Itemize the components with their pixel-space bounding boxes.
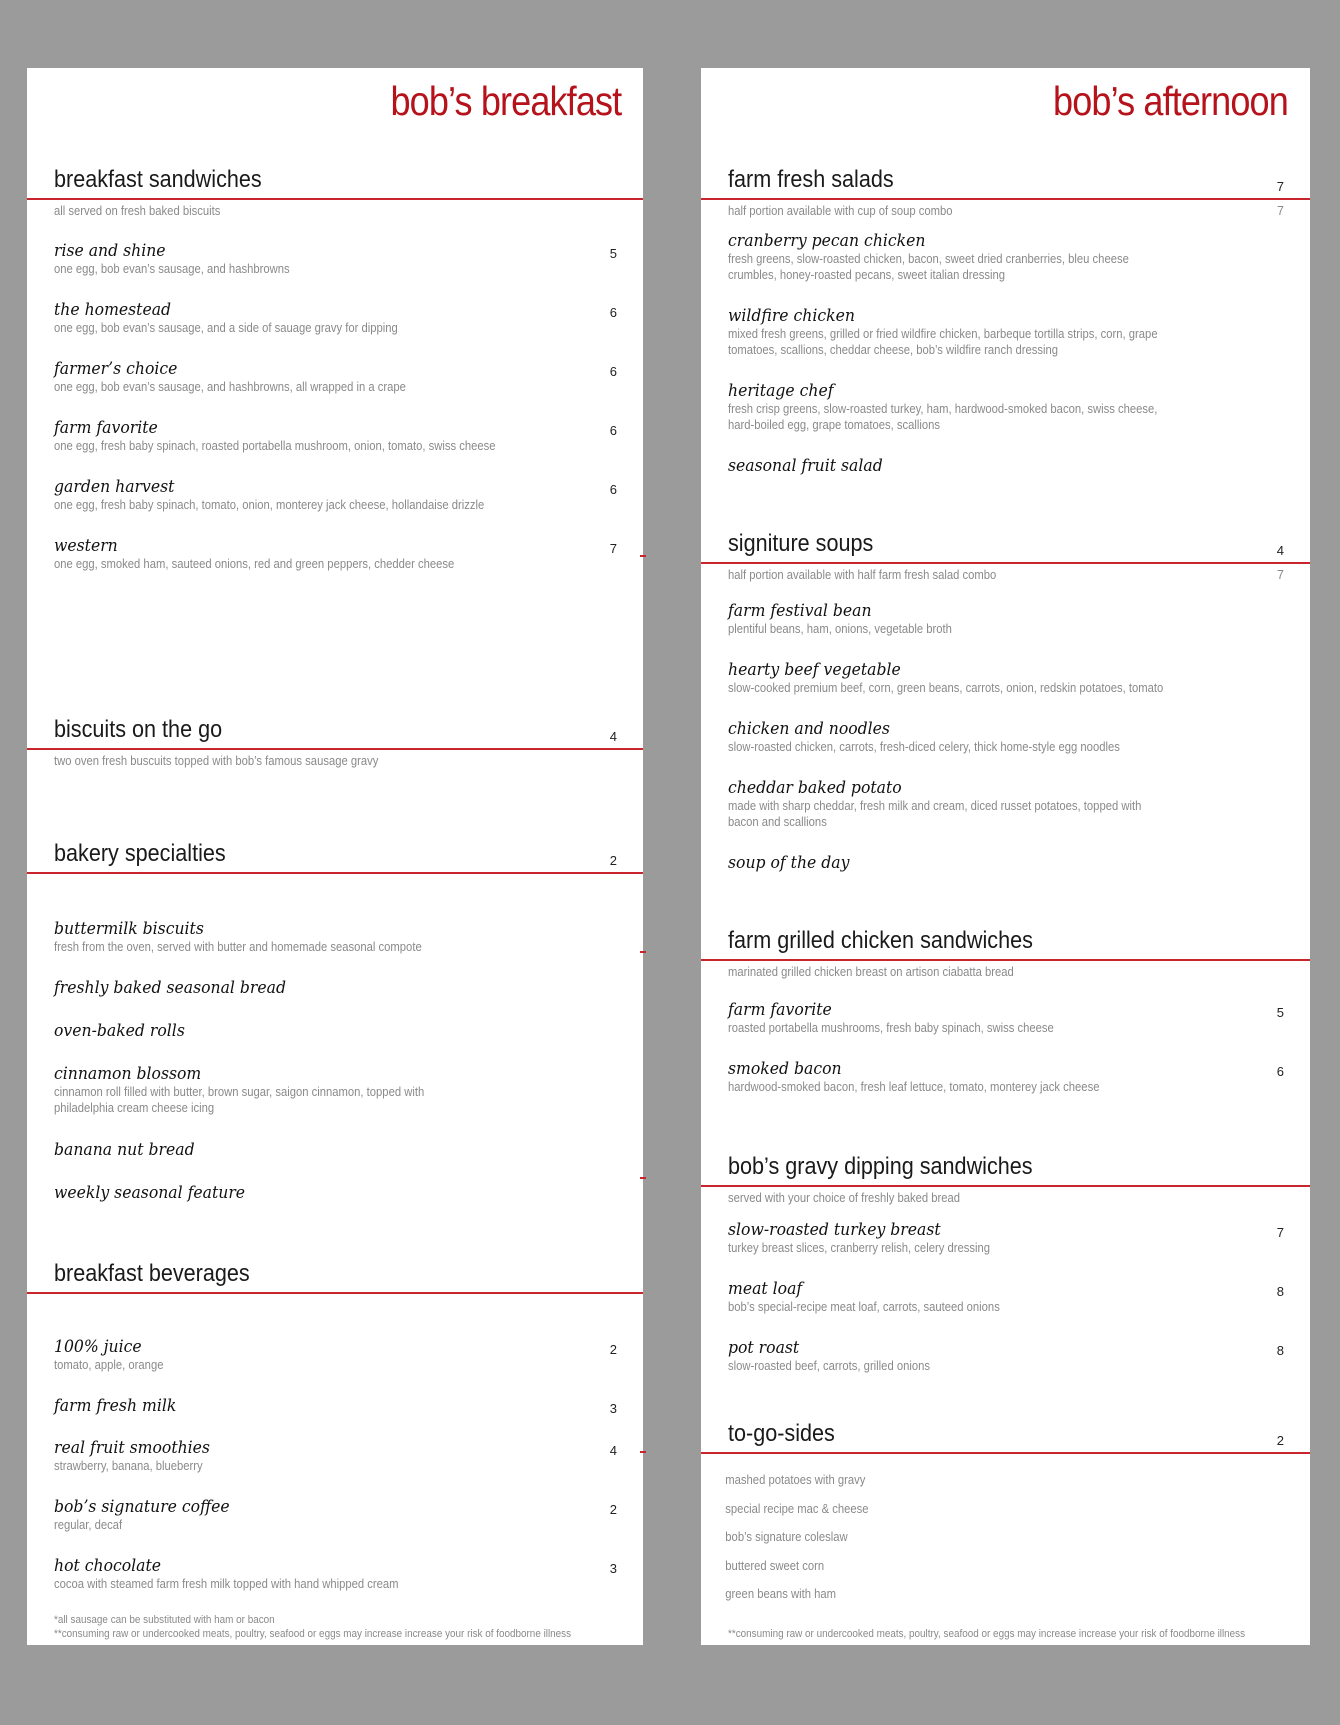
footnote-health-warning: **consuming raw or undercooked meats, poultry, seafood or eggs may increase increase your risk of foodborne illness bbox=[54, 1628, 572, 1640]
item-price: 3 bbox=[609, 1401, 617, 1416]
guide-tick bbox=[640, 1177, 646, 1179]
item-description: mixed fresh greens, grilled or fried wildfire chicken, barbeque tortilla strips, corn, grape tomatoes, scallions, cheddar cheese, bob’s wildfire ranch dressing bbox=[728, 327, 1158, 357]
section-farm-grilled-chicken-sandwiches bbox=[701, 917, 1310, 1119]
side-item: green beans with ham bbox=[725, 1587, 836, 1601]
menu-item bbox=[701, 307, 1310, 382]
section-subtitle-row bbox=[701, 568, 1310, 588]
item-description: one egg, smoked ham, sauteed onions, red and green peppers, chedder cheese bbox=[54, 557, 455, 571]
item-description: plentiful beans, ham, onions, vegetable broth bbox=[728, 622, 952, 636]
guide-tick bbox=[640, 555, 646, 557]
section-header bbox=[27, 156, 643, 200]
section-title: farm grilled chicken sandwiches bbox=[728, 927, 1033, 954]
section-title: farm fresh salads bbox=[728, 166, 894, 193]
item-price: 6 bbox=[1276, 1064, 1284, 1079]
item-name: wildfire chicken bbox=[728, 306, 855, 326]
item-name: farmer’s choice bbox=[54, 359, 178, 379]
item-description: one egg, bob evan’s sausage, and a side of sauage gravy for dipping bbox=[54, 321, 398, 335]
item-price: 6 bbox=[609, 482, 617, 497]
section-subtitle: two oven fresh buscuits topped with bob’s famous sausage gravy bbox=[54, 754, 379, 768]
menu-item bbox=[27, 1141, 643, 1184]
item-name: real fruit smoothies bbox=[54, 1438, 210, 1458]
item-description: slow-roasted chicken, carrots, fresh-diced celery, thick home-style egg noodles bbox=[728, 740, 1120, 754]
item-description: fresh greens, slow-roasted chicken, bacon, sweet dried cranberries, bleu cheese crumbles, honey-roasted pecans, sweet italian dressing bbox=[728, 252, 1129, 282]
item-name: rise and shine bbox=[54, 241, 166, 261]
menu-item bbox=[27, 1065, 643, 1141]
footnotes bbox=[728, 1627, 1245, 1641]
menu-item bbox=[701, 1339, 1310, 1398]
menu-items bbox=[27, 242, 643, 596]
menu-item bbox=[701, 602, 1310, 661]
side-item: mashed potatoes with gravy bbox=[725, 1473, 866, 1487]
guide-tick bbox=[640, 951, 646, 953]
item-name: seasonal fruit salad bbox=[728, 456, 883, 476]
menu-items bbox=[27, 1338, 643, 1616]
item-description: cinnamon roll filled with butter, brown sugar, saigon cinnamon, topped with philadelphia cream cheese icing bbox=[54, 1085, 425, 1115]
menu-item bbox=[701, 1060, 1310, 1119]
section-subtitle: all served on fresh baked biscuits bbox=[54, 204, 221, 218]
section-breakfast-beverages bbox=[27, 1250, 643, 1616]
item-name: buttermilk biscuits bbox=[54, 919, 204, 939]
menu-item bbox=[701, 382, 1310, 457]
menu-item bbox=[27, 537, 643, 596]
item-description: cocoa with steamed farm fresh milk topped with hand whipped cream bbox=[54, 1577, 399, 1591]
item-name: hot chocolate bbox=[54, 1556, 162, 1576]
item-description: hardwood-smoked bacon, fresh leaf lettuce, tomato, monterey jack cheese bbox=[728, 1080, 1100, 1094]
item-price: 3 bbox=[609, 1561, 617, 1576]
menu-item bbox=[701, 854, 1310, 884]
item-price: 4 bbox=[609, 1443, 617, 1458]
section-price: 2 bbox=[609, 853, 617, 868]
menu-items bbox=[701, 1221, 1310, 1398]
section-subtitle-row bbox=[701, 1191, 1310, 1211]
section-to-go-sides bbox=[701, 1410, 1310, 1609]
menu-item bbox=[701, 232, 1310, 307]
section-gravy-dipping-sandwiches bbox=[701, 1143, 1310, 1398]
section-price: 7 bbox=[1276, 179, 1284, 194]
menu-item bbox=[701, 1001, 1310, 1060]
item-description: one egg, bob evan’s sausage, and hashbrowns, all wrapped in a crape bbox=[54, 380, 406, 394]
menu-items bbox=[701, 602, 1310, 884]
item-name: farm favorite bbox=[54, 418, 158, 438]
item-price: 2 bbox=[609, 1342, 617, 1357]
section-signiture-soups bbox=[701, 520, 1310, 884]
item-name: smoked bacon bbox=[728, 1059, 842, 1079]
section-subtitle: served with your choice of freshly baked bread bbox=[728, 1191, 961, 1205]
menu-item bbox=[701, 779, 1310, 854]
item-description: one egg, fresh baby spinach, roasted portabella mushroom, onion, tomato, swiss cheese bbox=[54, 439, 496, 453]
item-price: 7 bbox=[1276, 1225, 1284, 1240]
item-price: 7 bbox=[609, 541, 617, 556]
section-header bbox=[701, 156, 1310, 200]
section-price: 4 bbox=[1276, 543, 1284, 558]
item-description: one egg, bob evan’s sausage, and hashbrowns bbox=[54, 262, 290, 276]
section-subtitle-row bbox=[701, 204, 1310, 224]
section-subtitle: half portion available with half farm fresh salad combo bbox=[728, 568, 997, 582]
section-price: 4 bbox=[609, 729, 617, 744]
breakfast-title: bob’s breakfast bbox=[390, 78, 621, 124]
afternoon-menu-page bbox=[701, 68, 1310, 1645]
section-subtitle-row bbox=[701, 965, 1310, 985]
item-name: cranberry pecan chicken bbox=[728, 231, 926, 251]
menu-item bbox=[701, 661, 1310, 720]
section-half-price: 7 bbox=[1277, 204, 1284, 218]
item-description: one egg, fresh baby spinach, tomato, onion, monterey jack cheese, hollandaise drizzle bbox=[54, 498, 485, 512]
item-description: turkey breast slices, cranberry relish, celery dressing bbox=[728, 1241, 990, 1255]
section-breakfast-sandwiches bbox=[27, 156, 643, 596]
item-name: cinnamon blossom bbox=[54, 1064, 202, 1084]
item-name: freshly baked seasonal bread bbox=[54, 978, 286, 998]
menu-item bbox=[27, 1397, 643, 1439]
menu-item bbox=[27, 920, 643, 979]
side-item: bob’s signature coleslaw bbox=[725, 1530, 848, 1544]
item-description: strawberry, banana, blueberry bbox=[54, 1459, 203, 1473]
footnote-health-warning: **consuming raw or undercooked meats, poultry, seafood or eggs may increase increase your risk of foodborne illness bbox=[728, 1628, 1246, 1640]
menu-items bbox=[701, 1001, 1310, 1119]
item-price: 5 bbox=[1276, 1005, 1284, 1020]
item-description: made with sharp cheddar, fresh milk and cream, diced russet potatoes, topped with bacon and scallions bbox=[728, 799, 1142, 829]
item-name: 100% juice bbox=[54, 1337, 142, 1357]
section-header bbox=[27, 1250, 643, 1294]
section-subtitle: marinated grilled chicken breast on artison ciabatta bread bbox=[728, 965, 1014, 979]
section-subtitle-row bbox=[27, 754, 643, 774]
menu-item bbox=[701, 720, 1310, 779]
item-name: soup of the day bbox=[728, 853, 850, 873]
item-name: banana nut bread bbox=[54, 1140, 195, 1160]
section-price: 2 bbox=[1276, 1433, 1284, 1448]
item-price: 2 bbox=[609, 1502, 617, 1517]
side-item: special recipe mac & cheese bbox=[725, 1501, 869, 1516]
section-header bbox=[27, 830, 643, 874]
section-title: breakfast beverages bbox=[54, 1260, 250, 1287]
guide-tick bbox=[640, 1451, 646, 1453]
footnote-substitution: *all sausage can be substituted with ham or bacon bbox=[54, 1614, 275, 1626]
menu-item bbox=[27, 242, 643, 301]
section-title: breakfast sandwiches bbox=[54, 166, 262, 193]
item-description: bob’s special-recipe meat loaf, carrots, sauteed onions bbox=[728, 1300, 1000, 1314]
section-header bbox=[701, 1410, 1310, 1454]
item-name: meat loaf bbox=[728, 1279, 803, 1299]
section-header bbox=[27, 706, 643, 750]
afternoon-title: bob’s afternoon bbox=[1053, 78, 1288, 124]
section-header bbox=[701, 1143, 1310, 1187]
menu-item bbox=[701, 1221, 1310, 1280]
menu-items bbox=[27, 920, 643, 1227]
section-biscuits-on-the-go bbox=[27, 706, 643, 774]
section-title: bob’s gravy dipping sandwiches bbox=[728, 1153, 1033, 1180]
item-description: slow-roasted beef, carrots, grilled onions bbox=[728, 1359, 930, 1373]
item-name: farm favorite bbox=[728, 1000, 832, 1020]
side-item: buttered sweet corn bbox=[725, 1558, 825, 1573]
item-description: roasted portabella mushrooms, fresh baby spinach, swiss cheese bbox=[728, 1021, 1054, 1035]
side-list bbox=[701, 1466, 1310, 1609]
item-name: farm fresh milk bbox=[54, 1396, 177, 1416]
section-farm-fresh-salads bbox=[701, 156, 1310, 487]
item-price: 6 bbox=[609, 364, 617, 379]
item-price: 6 bbox=[609, 423, 617, 438]
item-description: slow-cooked premium beef, corn, green beans, carrots, onion, redskin potatoes, tomato bbox=[728, 681, 1164, 695]
item-name: weekly seasonal feature bbox=[54, 1183, 246, 1203]
item-price: 8 bbox=[1276, 1343, 1284, 1358]
item-name: the homestead bbox=[54, 300, 172, 320]
section-subtitle: half portion available with cup of soup combo bbox=[728, 204, 953, 218]
section-title: to-go-sides bbox=[728, 1420, 835, 1447]
item-price: 8 bbox=[1276, 1284, 1284, 1299]
section-header bbox=[701, 917, 1310, 961]
menu-item bbox=[701, 1280, 1310, 1339]
menu-item bbox=[27, 1439, 643, 1498]
item-name: hearty beef vegetable bbox=[728, 660, 901, 680]
item-name: cheddar baked potato bbox=[728, 778, 902, 798]
section-title: bakery specialties bbox=[54, 840, 226, 867]
item-name: pot roast bbox=[728, 1338, 800, 1358]
item-name: bob’s signature coffee bbox=[54, 1497, 230, 1517]
menu-item bbox=[27, 979, 643, 1022]
menu-item bbox=[27, 1184, 643, 1227]
section-title: biscuits on the go bbox=[54, 716, 223, 743]
section-half-price: 7 bbox=[1277, 568, 1284, 582]
item-name: chicken and noodles bbox=[728, 719, 890, 739]
menu-item bbox=[27, 1557, 643, 1616]
item-description: regular, decaf bbox=[54, 1518, 123, 1532]
menu-item bbox=[701, 457, 1310, 487]
footnotes bbox=[54, 1613, 571, 1641]
item-name: oven-baked rolls bbox=[54, 1021, 185, 1041]
section-header bbox=[701, 520, 1310, 564]
menu-item bbox=[27, 478, 643, 537]
section-subtitle-row bbox=[27, 204, 643, 224]
item-description: fresh crisp greens, slow-roasted turkey, ham, hardwood-smoked bacon, swiss cheese, hard-boiled egg, grape tomatoes, scallions bbox=[728, 402, 1158, 432]
item-description: tomato, apple, orange bbox=[54, 1358, 164, 1372]
section-title: signiture soups bbox=[728, 530, 874, 557]
breakfast-menu-page bbox=[27, 68, 643, 1645]
menu-item bbox=[27, 419, 643, 478]
menu-items bbox=[701, 232, 1310, 487]
item-name: farm festival bean bbox=[728, 601, 872, 621]
item-price: 5 bbox=[609, 246, 617, 261]
item-name: heritage chef bbox=[728, 381, 834, 401]
item-description: fresh from the oven, served with butter and homemade seasonal compote bbox=[54, 940, 422, 954]
menu-item bbox=[27, 1338, 643, 1397]
menu-item bbox=[27, 1498, 643, 1557]
item-name: western bbox=[54, 536, 118, 556]
menu-item bbox=[27, 360, 643, 419]
item-name: slow-roasted turkey breast bbox=[728, 1220, 941, 1240]
item-name: garden harvest bbox=[54, 477, 175, 497]
section-bakery-specialties bbox=[27, 830, 643, 1227]
menu-item bbox=[27, 1022, 643, 1065]
menu-item bbox=[27, 301, 643, 360]
item-price: 6 bbox=[609, 305, 617, 320]
